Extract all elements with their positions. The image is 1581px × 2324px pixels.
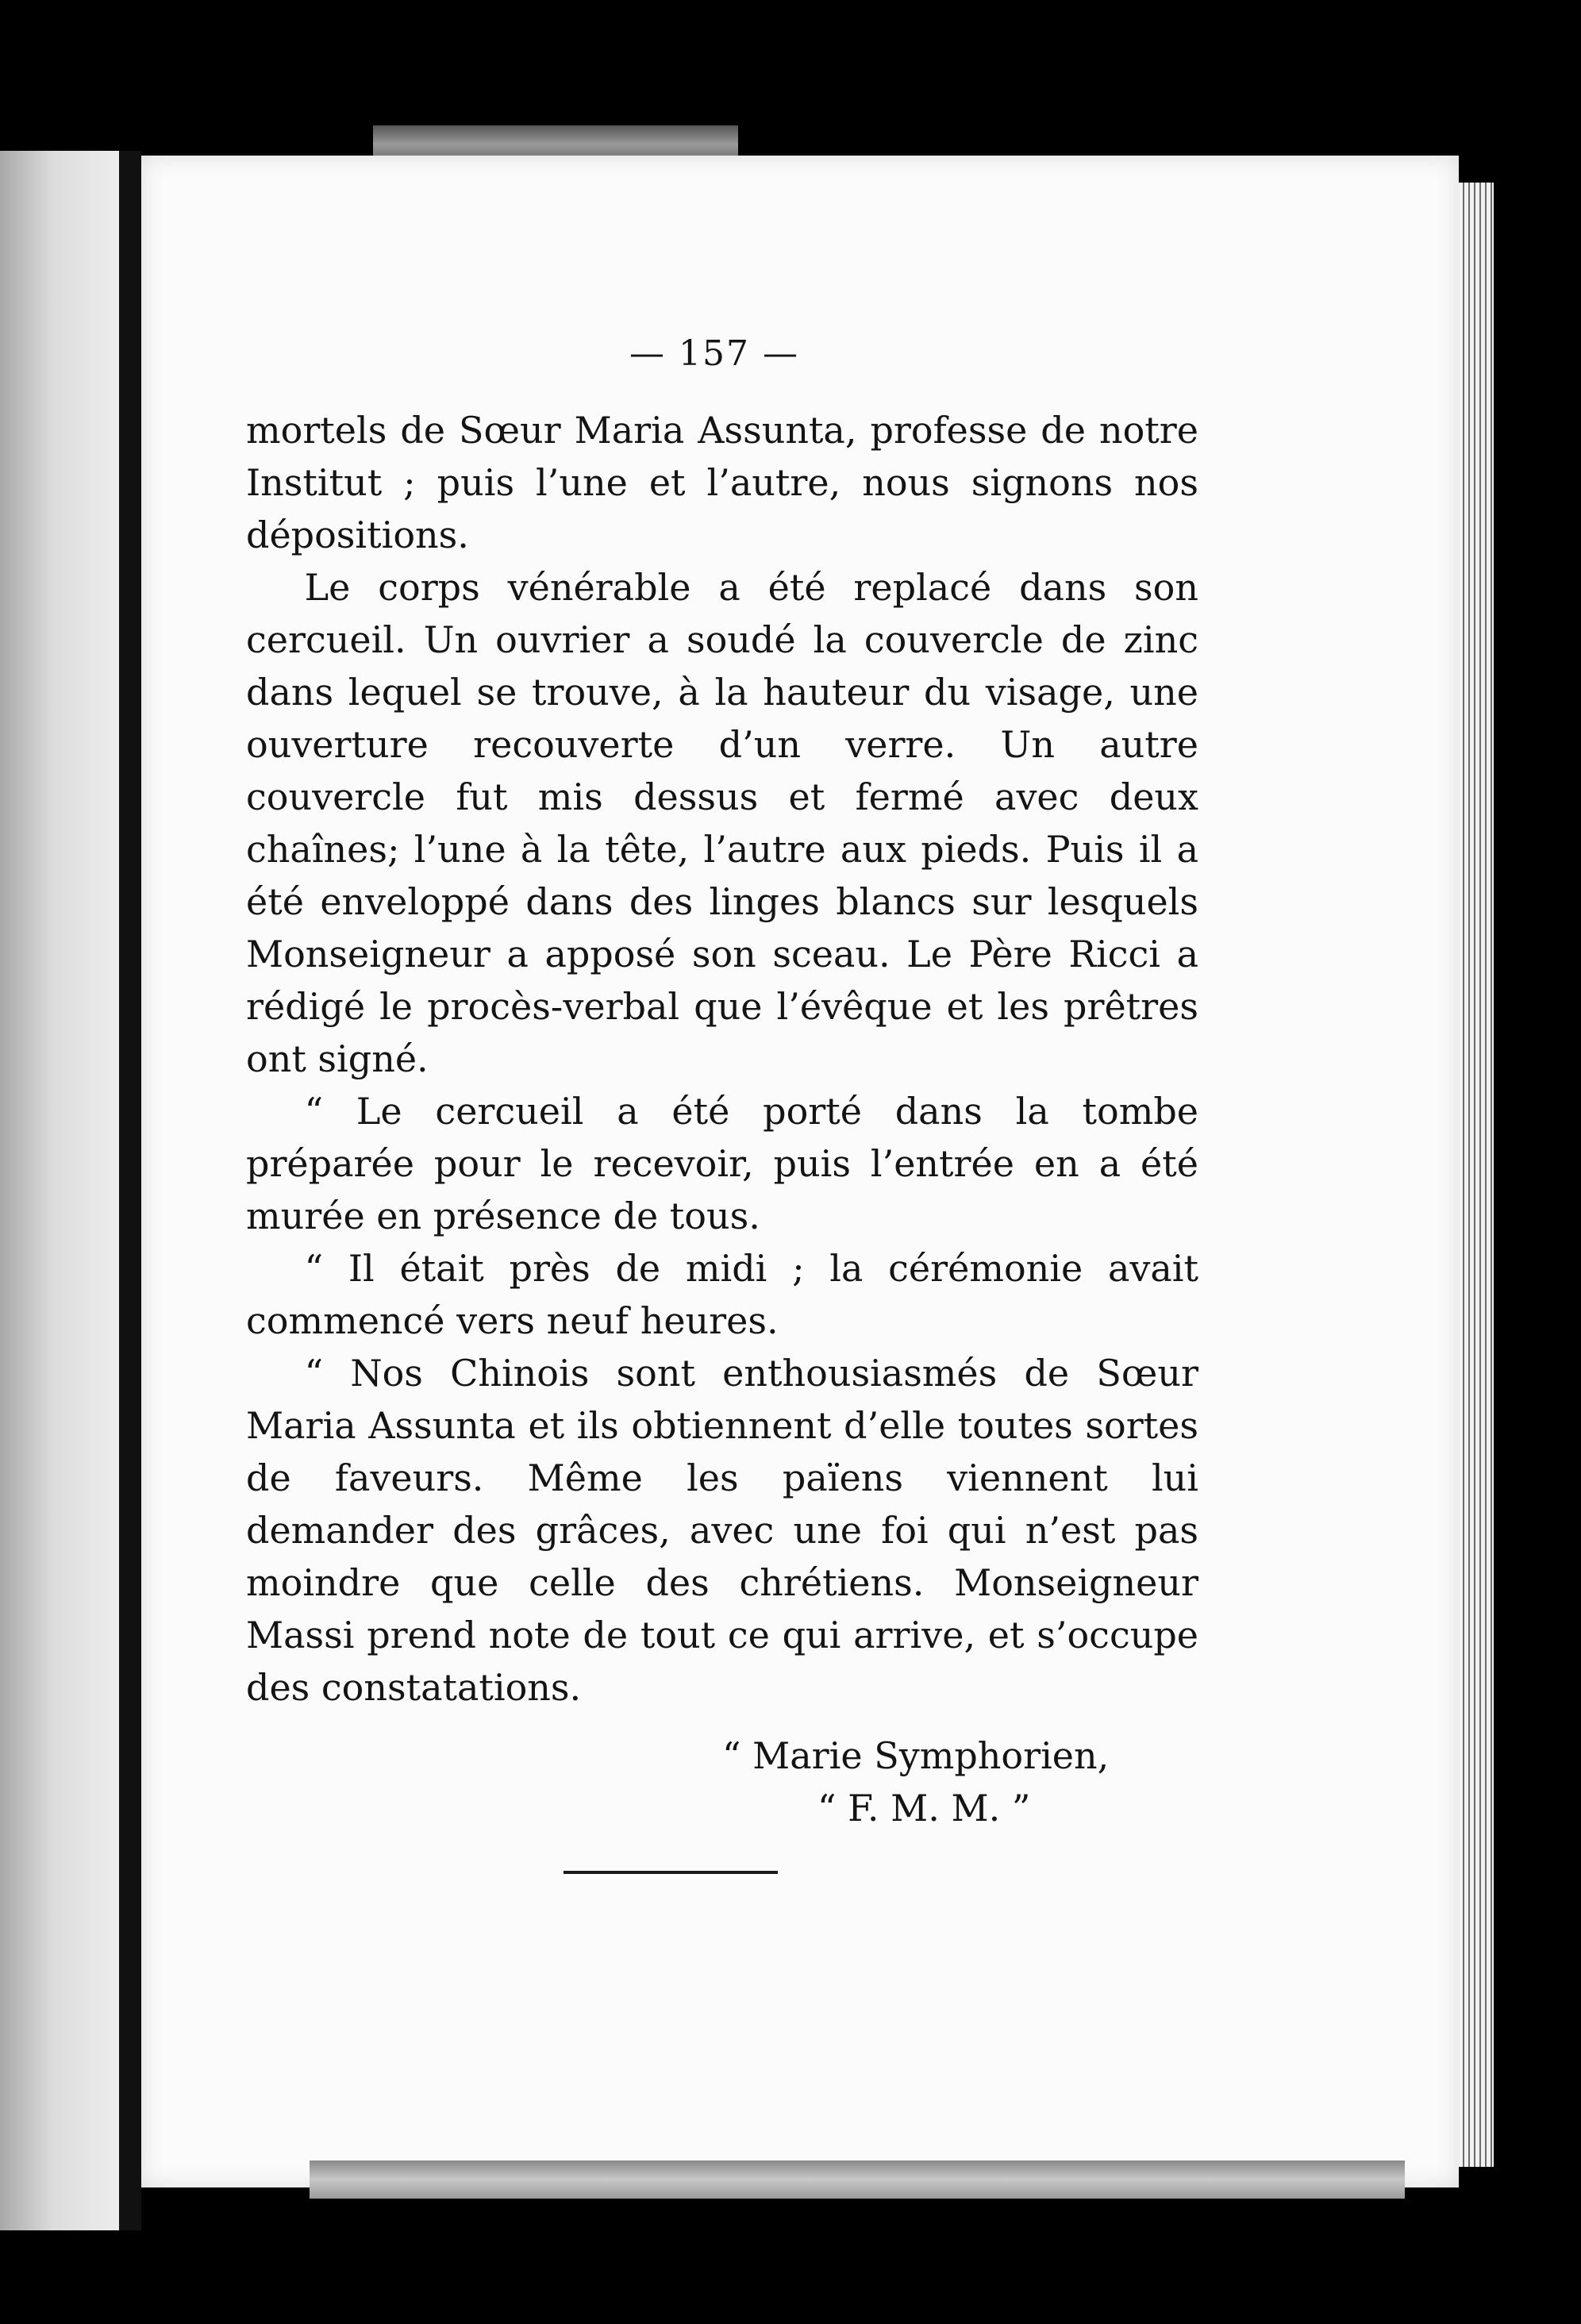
signature [246, 1730, 1198, 1834]
scan-clip-top [373, 125, 738, 157]
scan-clip-bottom [310, 2160, 1405, 2199]
paragraph-2: Le corps vénérable a été replacé dans son cercueil. Un ouvrier a soudé la couvercle de zinc dans lequel se trouve, à la hauteur du visage, une ouverture recouverte d’un verre. Un autre couvercle fut mis dessus et fermé avec deux chaînes; l’une à la tête, l’autre aux pieds. Puis il a été enveloppé dans des linges blancs sur lesquels Monseigneur a apposé son sceau. Le Père Ricci a rédigé le procès-verbal que l’évêque et les prêtres ont signé. [246, 566, 1198, 1080]
paragraph-1: mortels de Sœur Maria Assunta, professe de notre Institut ; puis l’une et l’autre, nous signons nos dépositions. [246, 409, 1198, 556]
facing-page-edge [0, 151, 119, 2230]
book-gutter [119, 151, 141, 2230]
paragraph-5: “ Nos Chinois sont enthousiasmés de Sœur Maria Assunta et ils obtiennent d’elle toutes sortes de faveurs. Même les païens viennent lui demander des grâces, avec une foi qui n’est pas moindre que celle des chrétiens. Monseigneur Massi prend note de tout ce qui arrive, et s’occupe des constatations. [246, 1352, 1198, 1709]
page-stack-edges [1459, 183, 1494, 2167]
paragraph-3: “ Le cercueil a été porté dans la tombe préparée pour le recevoir, puis l’entrée en a été murée en présence de tous. [246, 1090, 1198, 1237]
page-number: — 157 — [629, 333, 799, 374]
signature-name: “ Marie Symphorien, [722, 1734, 1110, 1777]
signature-order: “ F. M. M. ” [817, 1787, 1031, 1830]
paragraph-4: “ Il était près de midi ; la cérémonie avait commencé vers neuf heures. [246, 1247, 1198, 1342]
page-text [246, 333, 1198, 1874]
end-rule [564, 1871, 778, 1874]
